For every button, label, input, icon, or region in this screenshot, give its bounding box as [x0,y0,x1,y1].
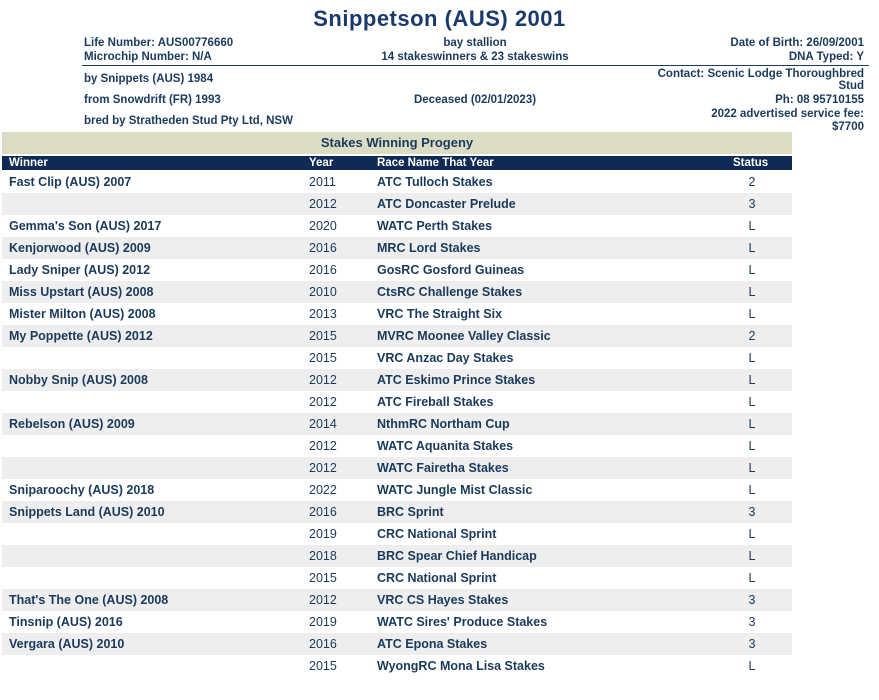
year-cell: 2011 [309,175,336,189]
race-name-cell: CRC National Sprint [377,571,497,585]
table-row [2,457,792,479]
race-name-cell: NthmRC Northam Cup [377,417,510,431]
table-row [2,369,792,391]
year-cell: 2012 [309,197,337,211]
table-row [2,589,792,611]
status-cell: L [748,241,756,255]
race-name-cell: BRC Spear Chief Handicap [377,549,537,563]
stakes-summary: 14 stakeswinners & 23 stakeswins [381,51,569,63]
race-name-cell: WATC Jungle Mist Classic [377,483,533,497]
race-name-cell: WATC Perth Stakes [377,219,493,233]
year-cell: 2012 [309,395,337,409]
table-row [2,545,792,567]
table-row [2,413,792,435]
progeny-table-body [2,171,792,677]
deceased-date: Deceased (02/01/2023) [413,94,537,106]
year-cell: 2015 [309,659,337,673]
winner-cell: Vergara (AUS) 2010 [9,637,125,651]
breeder-line: bred by Stratheden Stud Pty Ltd, NSW [84,115,293,127]
year-cell: 2018 [309,549,337,563]
table-row [2,215,792,237]
year-cell: 2012 [309,439,337,453]
status-cell: 3 [748,593,756,607]
life-number: Life Number: AUS00776660 [84,37,234,49]
microchip-number: Microchip Number: N/A [84,51,212,63]
table-row [2,281,792,303]
race-name-cell: VRC The Straight Six [377,307,503,321]
header-divider [82,65,869,66]
table-row [2,193,792,215]
table-row [2,391,792,413]
status-cell: 3 [748,197,756,211]
race-name-cell: WATC Sires' Produce Stakes [377,615,548,629]
race-name-cell: CtsRC Challenge Stakes [377,285,523,299]
race-name-cell: WyongRC Mona Lisa Stakes [377,659,545,673]
status-cell: L [748,439,756,453]
contact-line-2: Stud [838,80,864,92]
race-name-cell: ATC Doncaster Prelude [377,197,516,211]
table-row [2,347,792,369]
race-name-cell: MVRC Moonee Valley Classic [377,329,551,343]
status-cell: 3 [748,615,756,629]
winner-cell: Miss Upstart (AUS) 2008 [9,285,154,299]
status-cell: L [748,263,756,277]
status-cell: L [748,527,756,541]
race-name-cell: CRC National Sprint [377,527,497,541]
year-cell: 2022 [309,483,337,497]
year-cell: 2010 [309,285,337,299]
winner-cell: Gemma's Son (AUS) 2017 [9,219,162,233]
year-cell: 2016 [309,263,337,277]
table-row [2,655,792,677]
table-row [2,501,792,523]
service-fee-value: $7700 [832,121,864,133]
winner-cell: Sniparoochy (AUS) 2018 [9,483,155,497]
race-name-cell: VRC CS Hayes Stakes [377,593,509,607]
status-cell: 2 [748,175,756,189]
year-cell: 2016 [309,241,337,255]
race-name-cell: BRC Sprint [377,505,444,519]
dam-line: from Snowdrift (FR) 1993 [84,94,221,106]
winner-cell: That's The One (AUS) 2008 [9,593,169,607]
table-row [2,259,792,281]
contact-line-1: Contact: Scenic Lodge Thoroughbred [657,68,864,80]
winner-cell: Nobby Snip (AUS) 2008 [9,373,148,387]
winner-cell: Snippets Land (AUS) 2010 [9,505,165,519]
race-name-cell: WATC Fairetha Stakes [377,461,509,475]
table-row [2,237,792,259]
year-cell: 2019 [309,615,337,629]
winner-cell: Mister Milton (AUS) 2008 [9,307,156,321]
winner-cell: Fast Clip (AUS) 2007 [9,175,132,189]
status-cell: L [748,483,756,497]
status-cell: L [748,307,756,321]
table-row [2,479,792,501]
year-cell: 2015 [309,571,337,585]
year-cell: 2020 [309,219,337,233]
sire-line: by Snippets (AUS) 1984 [84,73,214,85]
year-cell: 2012 [309,593,337,607]
winner-cell: Tinsnip (AUS) 2016 [9,615,123,629]
winner-cell: Kenjorwood (AUS) 2009 [9,241,151,255]
race-name-cell: WATC Aquanita Stakes [377,439,514,453]
status-cell: L [748,285,756,299]
status-cell: L [748,571,756,585]
year-cell: 2019 [309,527,337,541]
colour-sex: bay stallion [443,37,507,49]
race-name-cell: MRC Lord Stakes [377,241,481,255]
status-cell: L [748,417,756,431]
status-cell: L [748,549,756,563]
status-cell: L [748,395,756,409]
dna-typed: DNA Typed: Y [788,51,864,63]
year-cell: 2015 [309,351,337,365]
date-of-birth: Date of Birth: 26/09/2001 [730,37,864,49]
status-cell: L [748,659,756,673]
year-cell: 2012 [309,461,337,475]
table-row [2,523,792,545]
status-cell: L [748,351,756,365]
winner-cell: Rebelson (AUS) 2009 [9,417,135,431]
race-name-cell: GosRC Gosford Guineas [377,263,525,277]
race-name-cell: ATC Epona Stakes [377,637,488,651]
status-cell: L [748,461,756,475]
table-row [2,633,792,655]
status-cell: 3 [748,637,756,651]
year-cell: 2014 [309,417,337,431]
year-cell: 2016 [309,637,337,651]
table-row [2,303,792,325]
table-row [2,567,792,589]
phone-number: Ph: 08 95710155 [775,94,864,106]
service-fee-label: 2022 advertised service fee: [711,108,864,120]
column-header-year: Year [309,157,334,169]
year-cell: 2016 [309,505,337,519]
year-cell: 2013 [309,307,337,321]
status-cell: 2 [748,329,756,343]
table-row [2,435,792,457]
page-title: Snippetson (AUS) 2001 [313,6,566,31]
table-row [2,325,792,347]
race-name-cell: ATC Tulloch Stakes [377,175,493,189]
column-header-winner: Winner [9,157,48,169]
race-name-cell: ATC Fireball Stakes [377,395,494,409]
status-cell: L [748,219,756,233]
column-header-race: Race Name That Year [377,157,494,169]
winner-cell: Lady Sniper (AUS) 2012 [9,263,151,277]
table-row [2,611,792,633]
column-header-status: Status [733,157,769,169]
race-name-cell: ATC Eskimo Prince Stakes [377,373,536,387]
status-cell: L [748,373,756,387]
status-cell: 3 [748,505,756,519]
table-row [2,171,792,193]
race-name-cell: VRC Anzac Day Stakes [377,351,514,365]
year-cell: 2015 [309,329,337,343]
table-caption: Stakes Winning Progeny [2,132,792,154]
year-cell: 2012 [309,373,337,387]
table-header [2,156,792,170]
winner-cell: My Poppette (AUS) 2012 [9,329,153,343]
